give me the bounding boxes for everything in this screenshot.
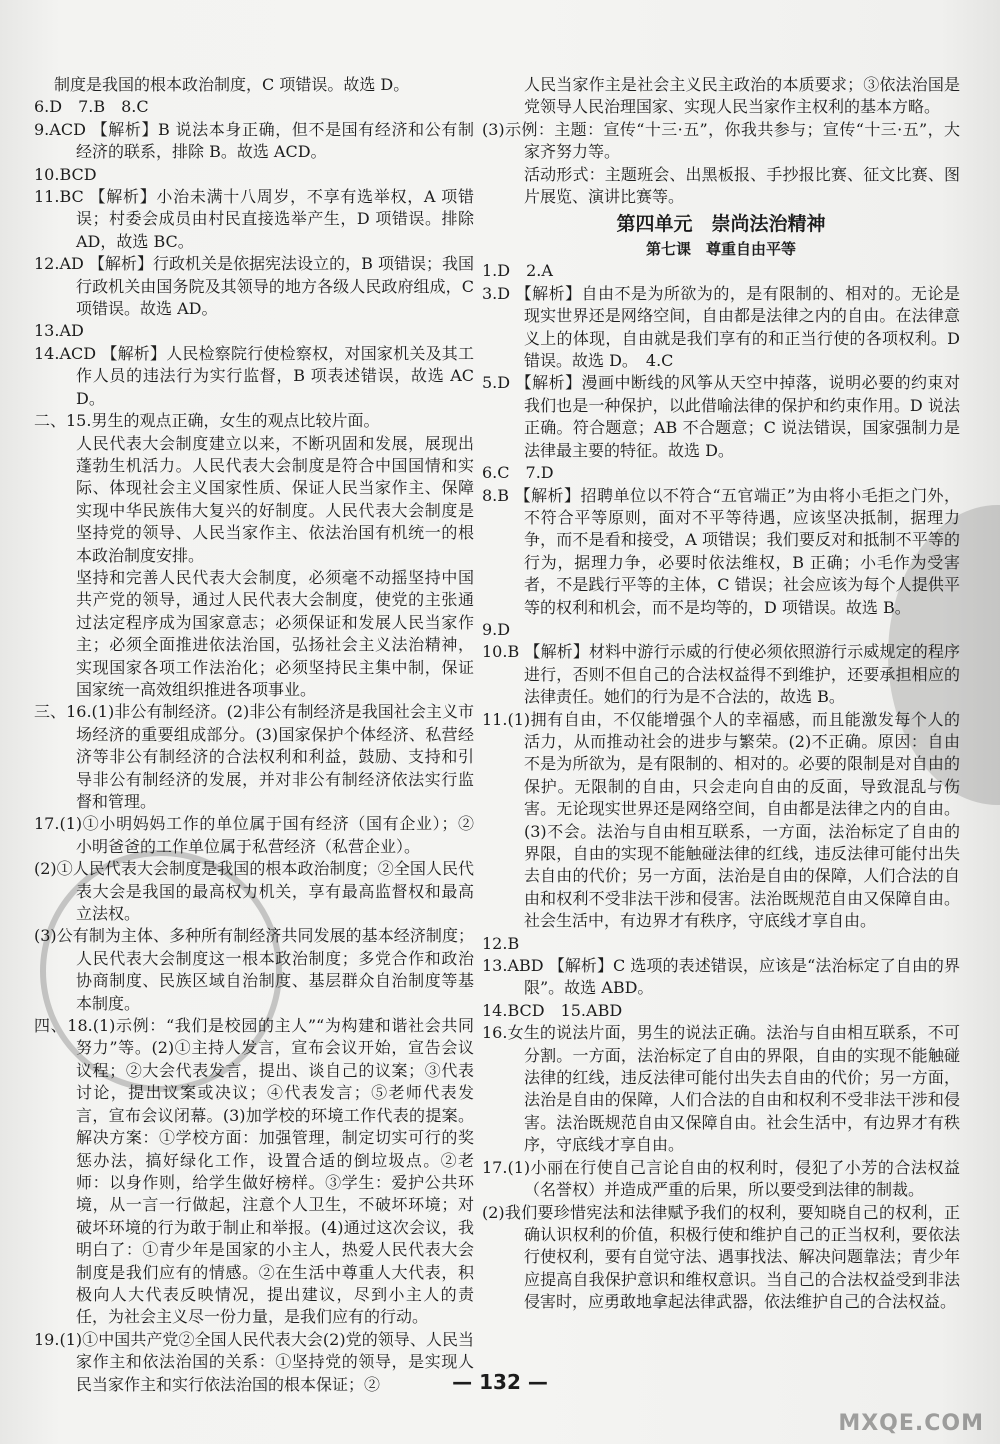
right-bottom-paragraph: 14.BCD 15.ABD (482, 1000, 623, 1020)
right-bottom-paragraph: 6.C 7.D (482, 463, 554, 483)
watermark-text: MXQE.COM (838, 1411, 984, 1436)
left-paragraph: 四、18.(1)示例：“我们是校园的主人”“为构建和谐社会共同努力”等。(2)①主持人发言，宣布会议开始，宣告会议议程；②大会代表发言，提出、谈自己的议案；③代表讨论，提出议案或决议；④代表发言；⑤老师代表发言，宣布会议闭幕。(3)加学校的环境工作代表的提案。解决方案：①学校方面：加强管理，制定切实可行的奖惩办法，搞好绿化工作，设置合适的倒垃圾点。②老师：以身作则，给学生做好榜样。③学生：爱护公共环境，从一言一行做起，注意个人卫生，不破坏环境；对破坏环境的行为敢于制止和举报。(4)通过这次会议，我明白了：①青少年是国家的小主人，热爱人民代表大会制度是我们应有的情感。②在生活中尊重人大代表，积极向人大代表反映情况，提出建议，尽到小主人的责任，为社会主义尽一份力量，是我们应有的行动。 (34, 1016, 474, 1327)
left-paragraph: 三、16.(1)非公有制经济。(2)非公有制经济是我国社会主义市场经济的重要组成部分。(3)国家保护个体经济、私营经济等非公有制经济的合法权利和利益，鼓励、支持和引导非公有制经济的发展，并对非公有制经济依法实行监督和管理。 (34, 702, 474, 811)
page-number: — 132 — (452, 1370, 548, 1394)
site-watermark (790, 1388, 990, 1438)
right-bottom-paragraph: 10.B 【解析】材料中游行示威的行使必须依照游行示威规定的程序进行，否则不但自己的合法权益得不到维护，还要承担相应的法律责任。她们的行为是不合法的，故选 B。 (482, 642, 960, 707)
left-paragraph: 人民代表大会制度建立以来，不断巩固和发展，展现出蓬勃生机活力。人民代表大会制度是符合中国国情和实际、体现社会主义国家性质、保证人民当家作主、保障实现中华民族伟大复兴的好制度。人民代表大会制度是坚持党的领导、人民当家作主、依法治国有机统一的根本政治制度安排。 (76, 433, 474, 565)
right-bottom-paragraph: (2)我们要珍惜宪法和法律赋予我们的权利，要知晓自己的权利，正确认识权利的价值，积极行使和维护自己的正当权利，要依法行使权利，要有自觉守法、遇事找法、解决问题靠法；青少年应提高自我保护意识和维权意识。当自己的合法权益受到非法侵害时，应勇敢地拿起法律武器，依法维护自己的合法权益。 (482, 1202, 960, 1312)
right-top-paragraph: 活动形式：主题班会、出黑板报、手抄报比赛、征文比赛、图片展览、演讲比赛等。 (524, 164, 960, 207)
left-paragraph: 制度是我国的根本政治制度，C 项错误。故选 D。 (54, 75, 410, 94)
left-column (34, 74, 474, 1396)
right-bottom-paragraph: 17.(1)小丽在行使自己言论自由的权利时，侵犯了小芳的合法权益（名誉权）并造成严重的后果，所以要受到法律的制裁。 (482, 1157, 960, 1200)
left-paragraph: 坚持和完善人民代表大会制度，必须毫不动摇坚持中国共产党的领导，通过人民代表大会制度，使党的主张通过法定程序成为国家意志；必须保证和发展人民当家作主；必须全面推进依法治国，弘扬社会主义法治精神，实现国家各项工作法治化；必须坚持民主集中制，保证国家统一高效组织推进各项事业。 (76, 567, 474, 699)
left-paragraph: 19.(1)①中国共产党②全国人民代表大会(2)党的领导、人民当家作主和依法治国的关系：①坚持党的领导，是实现人民当家作主和实行依法治国的根本保证；② (34, 1329, 474, 1394)
right-bottom-paragraph: 16.女生的说法片面，男生的说法正确。法治与自由相互联系，不可分割。一方面，法治标定了自由的界限，自由的实现不能触碰法律的红线，违反法律可能付出失去自由的代价；另一方面，法治是自由的保障，人们合法的自由和权利不受非法干涉和侵害。法治既规范自由又保障自由。社会生活中，有边界才有秩序，守底线才享自由。 (482, 1023, 960, 1155)
left-paragraph: (3)公有制为主体、多种所有制经济共同发展的基本经济制度；人民代表大会制度这一根本政治制度；多党合作和政治协商制度、民族区域自治制度、基层群众自治制度等基本制度。 (34, 926, 474, 1013)
right-bottom-block (482, 260, 960, 1313)
left-paragraph: 13.AD (34, 321, 84, 341)
right-bottom-paragraph: 9.D (482, 619, 511, 639)
right-bottom-paragraph: 1.D 2.A (482, 261, 553, 281)
right-bottom-paragraph: 12.B (482, 933, 520, 953)
right-bottom-paragraph: 5.D 【解析】漫画中断线的风筝从天空中掉落，说明必要的约束对我们也是一种保护，以此借喻法律的保护和约束作用。D 说法正确。符合题意；AB 不合题意；C 说法错误，国家强制力是法律最主要的特征。故选 D。 (482, 373, 960, 460)
left-paragraph: 10.BCD (34, 164, 97, 184)
right-column (482, 74, 960, 1314)
lesson-title: 第七课 尊重自由平等 (645, 240, 796, 259)
left-paragraph: 6.D 7.B 8.C (34, 97, 149, 117)
left-paragraph: 9.ACD 【解析】B 说法本身正确，但不是国有经济和公有制经济的联系，排除 B。故选 ACD。 (34, 119, 474, 162)
left-paragraph: 二、15.男生的观点正确，女生的观点比较片面。 (34, 411, 380, 431)
left-paragraph: 11.BC 【解析】小治未满十八周岁，不享有选举权，A 项错误；村委会成员由村民直接选举产生，D 项错误。排除 AD，故选 BC。 (34, 187, 474, 251)
unit-title: 第四单元 崇尚法治精神 (616, 213, 826, 236)
right-bottom-paragraph: 13.ABD 【解析】C 选项的表述错误，应该是“法治标定了自由的界限”。故选 ABD。 (482, 956, 960, 998)
left-paragraph: 17.(1)①小明妈妈工作的单位属于国有经济（国有企业）；②小明爸爸的工作单位属于私营经济（私营企业）。 (34, 814, 474, 856)
right-top-paragraph: 人民当家作主是社会主义民主政治的本质要求；③依法治国是党领导人民治理国家、实现人民当家作主权利的基本方略。 (524, 75, 960, 117)
right-bottom-paragraph: 8.B 【解析】招聘单位以不符合“五官端正”为由将小毛拒之门外，不符合平等原则，面对不平等待遇，应该坚决抵制，据理力争，而不是看和接受，A 项错误；我们要反对和抵制不平等的行为，据理力争，必要时依法维权，B 正确；小毛作为受害者，不是践行平等的主体，C 错误；社会应该为每个人提供平等的权利和机会，而不是均等的，D 项错误。故选 B。 (482, 485, 960, 617)
left-paragraph: 12.AD 【解析】行政机关是依据宪法设立的，B 项错误；我国行政机关由国务院及其领导的地方各级人民政府组成，C 项错误。故选 AD。 (34, 254, 474, 319)
right-top-block (482, 74, 960, 208)
right-bottom-paragraph: 3.D 【解析】自由不是为所欲为的，是有限制的、相对的。无论是现实世界还是网络空间，自由都是法律之内的自由。在法律意义上的体现，自由就是我们享有的和正当行使的各项权利。D 错误。故选 D。 4.C (482, 283, 960, 371)
right-bottom-paragraph: 11.(1)拥有自由，不仅能增强个人的幸福感，而且能激发每个人的活力，从而推动社会的进步与繁荣。(2)不正确。原因：自由不是为所欲为，是有限制的、相对的。必要的限制是对自由的保护。无限制的自由，只会走向自由的反面，导致混乱与伤害。无论现实世界还是网络空间，自由都是法律之内的自由。(3)不会。法治与自由相互联系，一方面，法治标定了自由的界限，自由的实现不能触碰法律的红线，违反法律可能付出失去自由的代价；另一方面，法治是自由的保障，人们合法的自由和权利不受非法干涉和侵害。法治既规范自由又保障自由。社会生活中，有边界才有秩序，守底线才享自由。 (482, 709, 960, 931)
left-paragraph: (2)①人民代表大会制度是我国的根本政治制度；②全国人民代表大会是我国的最高权力机关，享有最高监督权和最高立法权。 (34, 859, 474, 924)
right-top-paragraph: (3)示例：主题：宣传“十三·五”，你我共参与；宣传“十三·五”，大家齐努力等。 (482, 119, 960, 162)
left-paragraph: 14.ACD 【解析】人民检察院行使检察权，对国家机关及其工作人员的违法行为实行监督，B 项表述错误，故选 ACD。 (34, 343, 474, 408)
